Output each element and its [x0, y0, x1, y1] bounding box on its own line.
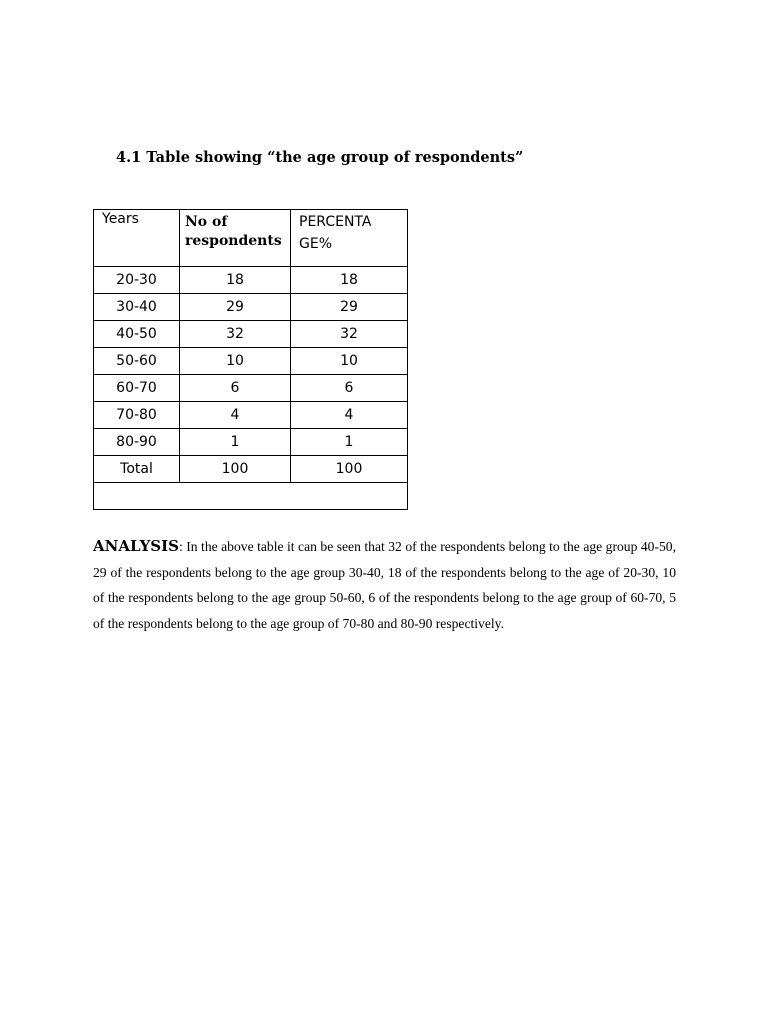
analysis-paragraph [93, 534, 676, 636]
analysis-text: : In the above table it can be seen that 32 of the respondents belong to the age group 40-50, 29 of the respondents belong to the age group 30-40, 18 of the respondents belong to the age of 20-30, 10 of the respondents belong to the age group 50-60, 6 of the respondents belong to the age group of 60-70, 5 of the respondents belong to the age group of 70-80 and 80-90 respectively. [93, 539, 676, 631]
cell-years: 60-70 [94, 375, 180, 402]
cell-years: Total [94, 456, 180, 483]
header-percentage-line1: PERCENTA [299, 214, 372, 230]
table-row-empty [94, 483, 408, 510]
cell-percentage: 100 [291, 456, 408, 483]
table-row [94, 348, 408, 375]
table-row [94, 429, 408, 456]
cell-years: 80-90 [94, 429, 180, 456]
table-header-row [94, 210, 408, 267]
header-respondents-line1: No of [185, 214, 228, 230]
table-row [94, 294, 408, 321]
cell-respondents: 4 [180, 402, 291, 429]
header-years: Years [94, 210, 180, 267]
analysis-label: ANALYSIS [93, 537, 179, 555]
cell-percentage: 29 [291, 294, 408, 321]
cell-respondents: 100 [180, 456, 291, 483]
cell-percentage: 6 [291, 375, 408, 402]
table-row [94, 402, 408, 429]
cell-respondents: 32 [180, 321, 291, 348]
header-respondents [180, 210, 291, 267]
table-row-total [94, 456, 408, 483]
age-group-table [93, 209, 408, 510]
empty-cell [94, 483, 408, 510]
cell-years: 40-50 [94, 321, 180, 348]
cell-years: 50-60 [94, 348, 180, 375]
table-title: 4.1 Table showing “the age group of respondents” [116, 149, 524, 166]
cell-years: 70-80 [94, 402, 180, 429]
cell-respondents: 18 [180, 267, 291, 294]
header-percentage-line2: GE% [299, 236, 332, 252]
cell-percentage: 18 [291, 267, 408, 294]
cell-years: 20-30 [94, 267, 180, 294]
cell-percentage: 1 [291, 429, 408, 456]
cell-respondents: 29 [180, 294, 291, 321]
header-percentage [291, 210, 408, 267]
cell-years: 30-40 [94, 294, 180, 321]
cell-percentage: 4 [291, 402, 408, 429]
cell-percentage: 32 [291, 321, 408, 348]
table-row [94, 321, 408, 348]
cell-respondents: 1 [180, 429, 291, 456]
header-respondents-line2: respondents [185, 233, 282, 249]
cell-respondents: 6 [180, 375, 291, 402]
cell-respondents: 10 [180, 348, 291, 375]
cell-percentage: 10 [291, 348, 408, 375]
table-row [94, 267, 408, 294]
table-row [94, 375, 408, 402]
